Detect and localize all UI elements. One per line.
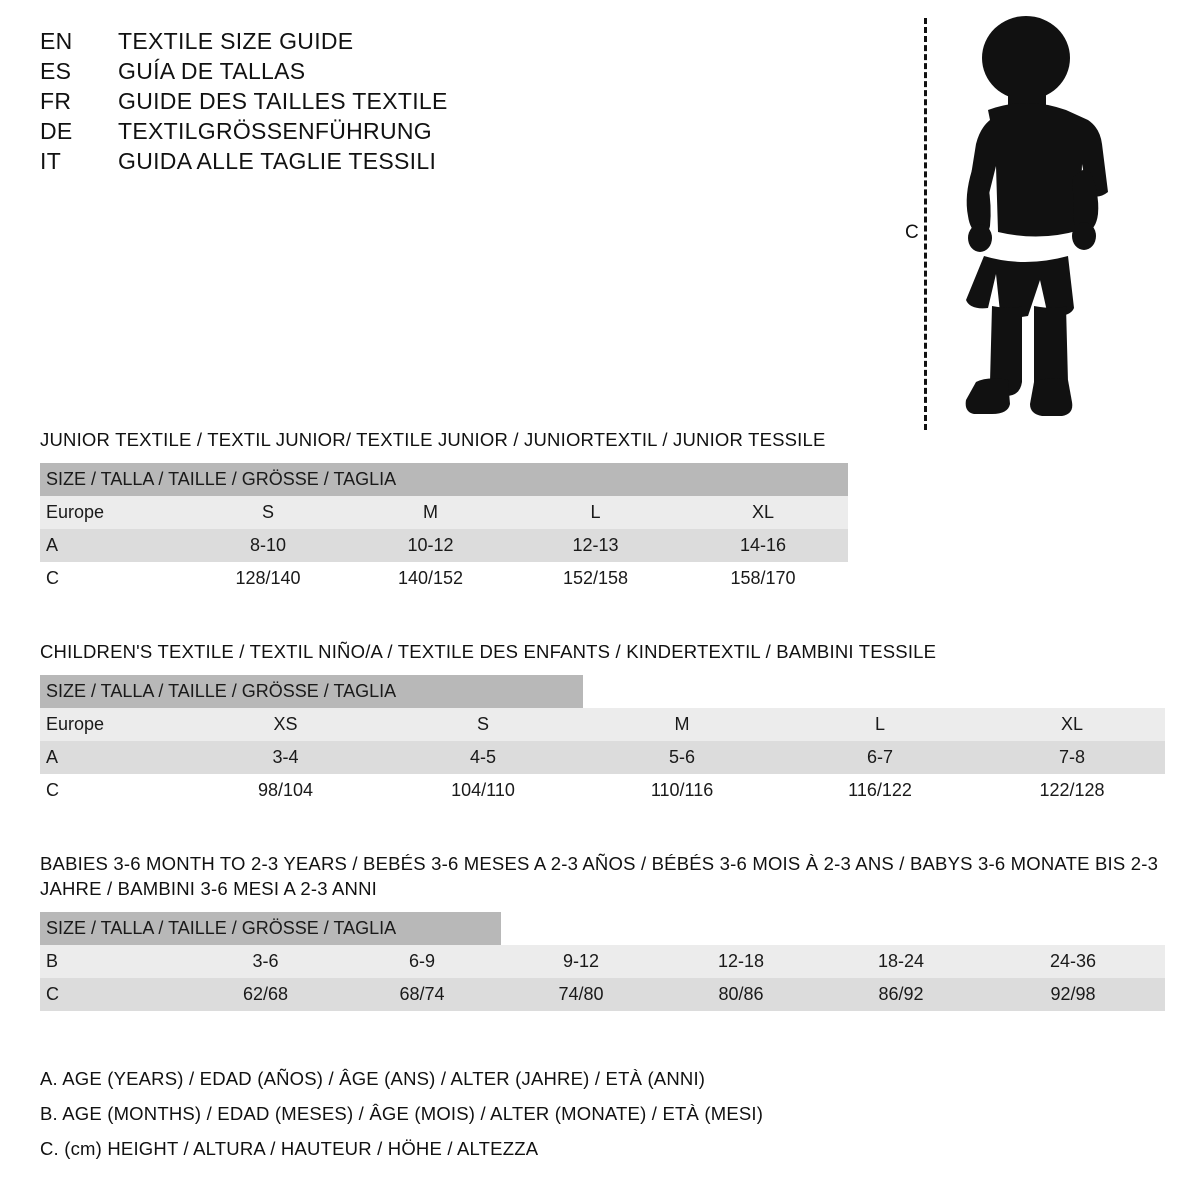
cell-value: 24-36 — [981, 945, 1165, 978]
band-label: SIZE / TALLA / TAILLE / GRÖSSE / TAGLIA — [40, 912, 501, 945]
table-row-sizes — [40, 496, 1165, 529]
section-title: BABIES 3-6 MONTH TO 2-3 YEARS / BEBÉS 3-6 MESES A 2-3 AÑOS / BÉBÉS 3-6 MOIS À 2-3 ANS / BABYS 3-6 MONATE BIS 2-3 JAHRE / BAMBINI 3-6 MESI A 2-3 ANNI — [40, 853, 1159, 899]
cell-value: 12-18 — [661, 945, 821, 978]
band-label: SIZE / TALLA / TAILLE / GRÖSSE / TAGLIA — [40, 463, 848, 496]
band-label: SIZE / TALLA / TAILLE / GRÖSSE / TAGLIA — [40, 675, 583, 708]
figure-area — [900, 10, 1170, 430]
cell-value: 74/80 — [501, 978, 661, 1011]
cell-value: 4-5 — [383, 741, 583, 774]
cell-value: 6-7 — [781, 741, 979, 774]
cell-value: 10-12 — [348, 529, 513, 562]
table-row — [40, 741, 1165, 774]
cell-value: 68/74 — [343, 978, 501, 1011]
footnote-a: A. AGE (YEARS) / EDAD (AÑOS) / ÂGE (ANS) / ALTER (JAHRE) / ETÀ (ANNI) — [40, 1068, 706, 1089]
table-row — [40, 529, 1165, 562]
band-spacer — [583, 675, 1165, 708]
footnote-c: C. (cm) HEIGHT / ALTURA / HAUTEUR / HÖHE / ALTEZZA — [40, 1138, 539, 1159]
row-label: A — [40, 741, 188, 774]
babies-size-table — [40, 912, 1165, 1011]
size-header: M — [348, 496, 513, 529]
header-row — [40, 30, 640, 53]
cell-value: 3-6 — [188, 945, 343, 978]
row-label: C — [40, 978, 188, 1011]
language-title: GUIDA ALLE TAGLIE TESSILI — [118, 148, 437, 174]
footnote-b: B. AGE (MONTHS) / EDAD (MESES) / ÂGE (MOIS) / ALTER (MONATE) / ETÀ (MESI) — [40, 1103, 764, 1124]
cell-value: 6-9 — [343, 945, 501, 978]
section-title: JUNIOR TEXTILE / TEXTIL JUNIOR/ TEXTILE JUNIOR / JUNIORTEXTIL / JUNIOR TESSILE — [40, 429, 826, 450]
row-spacer — [848, 496, 1165, 529]
cell-value: 18-24 — [821, 945, 981, 978]
cell-value: 104/110 — [383, 774, 583, 807]
junior-size-table — [40, 463, 1165, 595]
language-code: DE — [40, 118, 73, 144]
cell-value: 62/68 — [188, 978, 343, 1011]
header-row — [40, 90, 640, 113]
cell-value: 128/140 — [188, 562, 348, 595]
language-code: ES — [40, 58, 72, 84]
section-children-textile — [40, 640, 1165, 807]
cell-value: 110/116 — [583, 774, 781, 807]
band-spacer — [848, 463, 1165, 496]
size-header: S — [188, 496, 348, 529]
child-silhouette-icon — [938, 10, 1138, 430]
size-header: XL — [979, 708, 1165, 741]
cell-value: 152/158 — [513, 562, 678, 595]
header-title-block — [40, 30, 640, 180]
region-label: Europe — [40, 708, 188, 741]
header-row — [40, 150, 640, 173]
language-code: FR — [40, 88, 72, 114]
cell-value: 12-13 — [513, 529, 678, 562]
table-row — [40, 945, 1165, 978]
row-label: C — [40, 562, 188, 595]
row-label: B — [40, 945, 188, 978]
language-title: GUIDE DES TAILLES TEXTILE — [118, 88, 448, 114]
band-spacer — [501, 912, 1165, 945]
cell-value: 8-10 — [188, 529, 348, 562]
height-measure-line — [924, 18, 927, 430]
cell-value: 5-6 — [583, 741, 781, 774]
cell-value: 122/128 — [979, 774, 1165, 807]
cell-value: 86/92 — [821, 978, 981, 1011]
section-babies-textile — [40, 852, 1165, 1011]
header-row — [40, 60, 640, 83]
size-header: L — [781, 708, 979, 741]
size-header: XL — [678, 496, 848, 529]
row-spacer — [848, 562, 1165, 595]
table-band-header — [40, 675, 1165, 708]
row-label: A — [40, 529, 188, 562]
language-title: GUÍA DE TALLAS — [118, 58, 306, 84]
cell-value: 7-8 — [979, 741, 1165, 774]
cell-value: 9-12 — [501, 945, 661, 978]
table-band-header — [40, 912, 1165, 945]
footnotes-block — [40, 1068, 1140, 1173]
table-band-header — [40, 463, 1165, 496]
size-header: XS — [188, 708, 383, 741]
language-code: IT — [40, 148, 62, 174]
cell-value: 14-16 — [678, 529, 848, 562]
language-code: EN — [40, 28, 73, 54]
cell-value: 3-4 — [188, 741, 383, 774]
table-row — [40, 774, 1165, 807]
size-header: M — [583, 708, 781, 741]
row-spacer — [848, 529, 1165, 562]
table-row-sizes — [40, 708, 1165, 741]
height-measure-label: C — [903, 220, 921, 246]
cell-value: 98/104 — [188, 774, 383, 807]
section-title: CHILDREN'S TEXTILE / TEXTIL NIÑO/A / TEXTILE DES ENFANTS / KINDERTEXTIL / BAMBINI TESSILE — [40, 641, 937, 662]
cell-value: 80/86 — [661, 978, 821, 1011]
section-junior-textile — [40, 428, 1165, 595]
cell-value: 140/152 — [348, 562, 513, 595]
language-title: TEXTILE SIZE GUIDE — [118, 28, 354, 54]
cell-value: 158/170 — [678, 562, 848, 595]
language-title: TEXTILGRÖSSENFÜHRUNG — [118, 118, 432, 144]
size-header: L — [513, 496, 678, 529]
children-size-table — [40, 675, 1165, 807]
table-row — [40, 978, 1165, 1011]
row-label: C — [40, 774, 188, 807]
cell-value: 92/98 — [981, 978, 1165, 1011]
header-row — [40, 120, 640, 143]
cell-value: 116/122 — [781, 774, 979, 807]
size-header: S — [383, 708, 583, 741]
region-label: Europe — [40, 496, 188, 529]
table-row — [40, 562, 1165, 595]
